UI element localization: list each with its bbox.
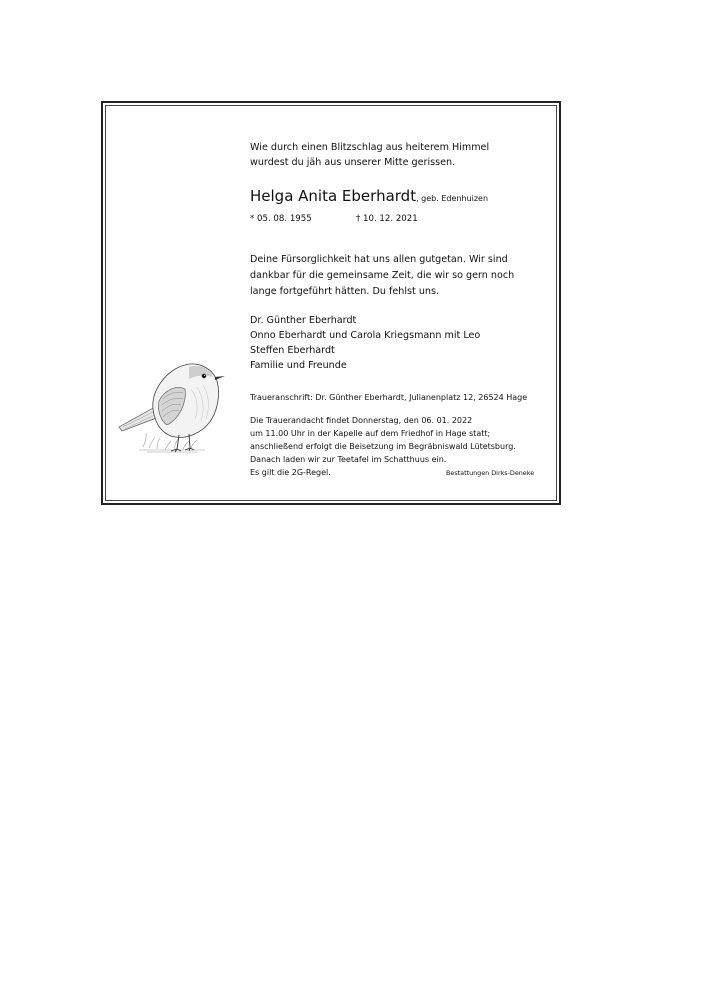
memorial-message — [250, 252, 550, 300]
lead-verse — [250, 140, 550, 170]
notice-text — [250, 140, 550, 479]
robin-illustration — [113, 349, 233, 469]
detail-line: Die Trauerandacht findet Donnerstag, den 06. 01. 2022 — [250, 416, 473, 425]
detail-line: um 11.00 Uhr in der Kapelle auf dem Friedhof in Hage statt; — [250, 429, 491, 438]
death-date: † 10. 12. 2021 — [356, 214, 418, 224]
deceased-name: Helga Anita Eberhardt — [250, 187, 417, 205]
birth-date: * 05. 08. 1955 — [250, 214, 312, 224]
message-line: dankbar für die gemeinsame Zeit, die wir so gern noch — [250, 270, 515, 281]
mourning-address: Traueranschrift: Dr. Günther Eberhardt, Julianenplatz 12, 26524 Hage — [250, 393, 528, 402]
message-line: Deine Fürsorglichkeit hat uns allen gutgetan. Wir sind — [250, 254, 508, 265]
deceased-name-line — [250, 185, 550, 210]
mourner: Steffen Eberhardt — [250, 345, 335, 356]
rule-note: Es gilt die 2G-Regel. — [250, 468, 331, 477]
mourner: Familie und Freunde — [250, 360, 347, 371]
birth-name: , geb. Edenhuizen — [416, 194, 489, 203]
undertaker-name: Bestattungen Dirks-Deneke — [446, 469, 535, 477]
last-row — [250, 466, 550, 479]
message-line: lange fortgeführt hätten. Du fehlst uns. — [250, 286, 440, 297]
life-dates — [250, 214, 550, 226]
lead-line: Wie durch einen Blitzschlag aus heiterem Himmel — [250, 142, 490, 153]
mourner: Onno Eberhardt und Carola Kriegsmann mit Leo — [250, 330, 481, 341]
mourner: Dr. Günther Eberhardt — [250, 315, 357, 326]
detail-line: Danach laden wir zur Teetafel im Schatthuus ein. — [250, 455, 447, 464]
detail-line: anschließend erfolgt die Beisetzung im Begräbniswald Lütetsburg. — [250, 442, 516, 451]
obituary-notice — [101, 101, 561, 505]
service-details — [250, 414, 550, 479]
mourners-list — [250, 313, 550, 373]
lead-line: wurdest du jäh aus unserer Mitte gerissen. — [250, 157, 456, 168]
